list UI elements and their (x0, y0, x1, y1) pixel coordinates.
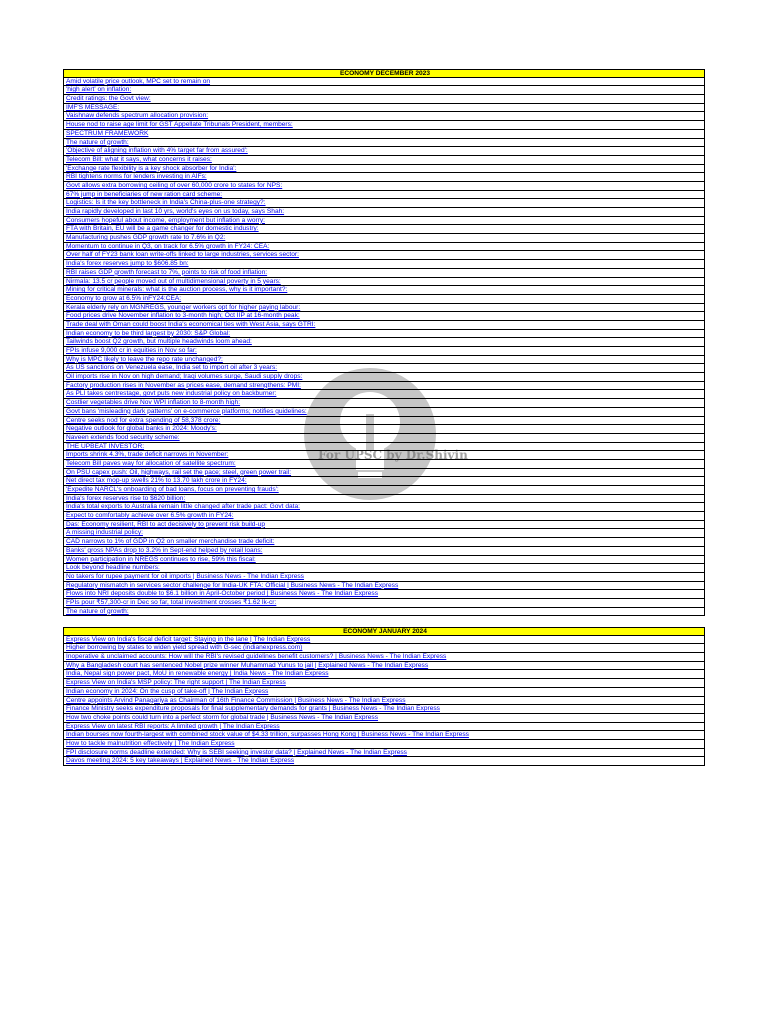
article-link[interactable]: Oil imports rise in Nov on high demand; Iraqi volumes surge, Saudi supply drops: (66, 373, 303, 381)
table-row (63, 112, 705, 121)
article-link[interactable]: 'high alert' on inflation: (66, 86, 132, 94)
article-link[interactable]: Kerala elderly rely on MGNREGS, younger workers opt for higher paying labour: (66, 303, 301, 311)
table-row (63, 688, 705, 697)
article-link[interactable]: House nod to raise age limit for GST Appellate Tribunals President, members: (66, 121, 293, 129)
table-row (63, 670, 705, 679)
article-link[interactable]: Nirmala: 13.5 cr people moved out of multidimensional poverty in 5 years: (66, 277, 281, 285)
article-link[interactable]: Credit ratings: the Govt view: (66, 95, 151, 103)
table-row (63, 199, 705, 208)
table-row (63, 347, 705, 356)
table-row (63, 86, 705, 95)
article-link[interactable]: Negative outlook for global banks in 2024: Moody's: (66, 425, 217, 433)
table-row (63, 662, 705, 671)
article-link[interactable]: Costlier vegetables drive Nov WPI inflation to 8-month high: (66, 399, 241, 407)
watermark-text: For UPSC by Dr.Shivin (318, 448, 468, 462)
table-row (63, 495, 705, 504)
table-row (63, 408, 705, 417)
table-row (63, 295, 705, 304)
article-link[interactable]: 'Objective of aligning inflation with 4% target far from assured': (66, 147, 248, 155)
article-link[interactable]: FTA with Britain, EU will be a game changer for domestic industry: (66, 225, 259, 233)
table-row (63, 564, 705, 573)
table-row (63, 679, 705, 688)
article-link[interactable]: Govt allows extra borrowing ceiling of over 60,000 crore to states for NPS: (66, 181, 283, 189)
table-row (63, 653, 705, 662)
table-row (63, 147, 705, 156)
article-link[interactable]: India's total exports to Australia remain little changed after trade pact: Govt data: (66, 503, 301, 511)
section-header: ECONOMY JANUARY 2024 (63, 627, 705, 636)
table-row (63, 556, 705, 565)
table-row (63, 425, 705, 434)
table-row (63, 608, 705, 617)
table-row (63, 95, 705, 104)
article-link[interactable]: Why is MPC likely to leave the repo rate unchanged?: (66, 355, 223, 363)
article-link[interactable]: Telecom Bill: what it says, what concerns it raises: (66, 155, 212, 163)
spreadsheet (63, 69, 705, 766)
table-row (63, 225, 705, 234)
table-row (63, 547, 705, 556)
table-row (63, 599, 705, 608)
table-row (63, 286, 705, 295)
table-row (63, 173, 705, 182)
table-row (63, 757, 705, 766)
article-link[interactable]: Finance Ministry seeks expenditure proposals for final supplementary demands for grants | Business News - The Indian Express (66, 705, 440, 713)
table-row (63, 538, 705, 547)
article-link[interactable]: A missing industrial policy: (66, 529, 143, 537)
article-link[interactable]: Momentum to continue in Q3, on track for 6.5% growth in FY24: CEA: (66, 242, 270, 250)
article-link[interactable]: India's forex reserves rise to $620 billion: (66, 494, 186, 502)
article-link[interactable]: FPI disclosure norms deadline extended: Why is SEBI seeking investor data? | Explained News - The Indian Express (66, 748, 407, 756)
table-row (63, 312, 705, 321)
article-link[interactable]: CAD narrows to 1% of GDP in Q2 on smaller merchandise trade deficit: (66, 538, 275, 546)
table-row (63, 278, 705, 287)
table-row (63, 104, 705, 113)
article-link[interactable]: As US sanctions on Venezuela ease, India set to import oil after 3 years: (66, 364, 278, 372)
article-link[interactable]: 'Expedite NARCL's onboarding of bad loans, focus on preventing frauds': (66, 486, 279, 493)
table-row (63, 260, 705, 269)
article-link[interactable]: Consumers hopeful about income, employment but inflation a worry: (66, 216, 266, 224)
article-link[interactable]: IMF'S MESSAGE: (66, 103, 120, 111)
table-row (63, 234, 705, 243)
article-link[interactable]: Imports shrink 4.3%, trade deficit narrows in November: (66, 451, 229, 459)
article-link[interactable]: THE UPBEAT INVESTOR: (66, 442, 145, 450)
table-row (63, 582, 705, 591)
table-row (63, 182, 705, 191)
article-link[interactable]: Express View on India's fiscal deficit target: Staying in the lane | The Indian Express (66, 635, 311, 643)
article-link[interactable]: Women participation in NREGS continues to rise, 59% this fiscal: (66, 555, 256, 563)
table-row (63, 443, 705, 452)
article-link[interactable]: Centre appoints Arvind Panagariya as Chairman of 16th Finance Commission | Business News - The Indian Express (66, 696, 406, 704)
table-row (63, 477, 705, 486)
table-row (63, 191, 705, 200)
article-link[interactable]: Das: Economy resilient, RBI to act decisively to prevent risk build-up (66, 520, 265, 528)
table-row (63, 356, 705, 365)
table-row (63, 521, 705, 530)
table-row (63, 451, 705, 460)
table-row (63, 469, 705, 478)
article-link[interactable]: Expect to comfortably achieve over 6.5% growth in FY24: (66, 512, 234, 520)
table-row (63, 156, 705, 165)
article-link[interactable]: How two choke points could turn into a perfect storm for global trade | Business News - The Indian Express (66, 713, 379, 721)
table-row (63, 486, 705, 495)
article-link[interactable]: Banks' gross NPAs drop to 3.2% in Sept-end helped by retail loans: (66, 546, 263, 554)
table-row (63, 321, 705, 330)
table-row (63, 644, 705, 653)
table-row (63, 304, 705, 313)
table-row (63, 503, 705, 512)
table-row (63, 460, 705, 469)
table-row (63, 590, 705, 599)
article-link[interactable]: Inoperative & unclaimed accounts: How will the RBI's revised guidelines benefit customers? | Business News - The Indian Express (66, 653, 447, 661)
section-header: ECONOMY DECEMBER 2023 (63, 69, 705, 78)
table-row (63, 399, 705, 408)
article-link[interactable]: Tailwinds boost Q2 growth, but multiple headwinds loom ahead: (66, 338, 252, 346)
article-link[interactable]: Flows into NRI deposits double to $6.1 billion in April-October period | Business News - The Indian Express (66, 590, 379, 598)
article-link[interactable]: India rapidly developed in last 10 yrs, world's eyes on us today, says Shah: (66, 208, 285, 215)
article-link[interactable]: Express View on India's MSP policy: The right support | The Indian Express (66, 679, 286, 687)
article-link[interactable]: Why a Bangladesh court has sentenced Nobel prize winner Muhammad Yunus to jail | Explained News - The Indian Express (66, 661, 429, 669)
article-link[interactable]: Trade deal with Oman could boost India's economical ties with West Asia, says GTRI: (66, 320, 316, 328)
article-link[interactable]: On PSU capex push: Oil, highways, rail set the pace; steel, green power trail: (66, 468, 292, 476)
table-row (63, 130, 705, 139)
table-row (63, 512, 705, 521)
article-link[interactable]: Manufacturing pushes GDP growth rate to 7.6% in Q2: (66, 234, 226, 242)
article-link[interactable]: RBI tightens norms for lenders investing in AIFs: (66, 173, 207, 181)
blank-row (63, 616, 705, 625)
article-link[interactable]: 'Exchange rate flexibility is a key shock absorber for India': (66, 164, 237, 172)
article-link[interactable]: Indian economy to be third largest by 2030: S&P Global: (66, 329, 231, 337)
article-link[interactable]: RBI raises GDP growth forecast to 7%, points to risk of food inflation: (66, 268, 268, 276)
table-row (63, 749, 705, 758)
article-link[interactable]: Look beyond headline numbers: (66, 564, 160, 572)
article-link[interactable]: Factory production rises in November as prices ease, demand strengthens: PMI: (66, 381, 301, 389)
article-link[interactable]: 67% jump in beneficiaries of new ration card scheme: (66, 190, 223, 198)
table-row (63, 364, 705, 373)
table-row (63, 636, 705, 645)
table-row (63, 165, 705, 174)
article-link[interactable]: Govt bans 'misleading dark patterns' on e-commerce platforms; notifies guidelines: (66, 407, 307, 415)
article-link[interactable]: How to tackle malnutrition effectively | The Indian Express (66, 739, 235, 747)
article-link[interactable]: Naveen extends food security scheme: (66, 433, 180, 441)
table-row (63, 697, 705, 706)
article-link[interactable]: FPIs pour ₹57,300-cr in Dec so far, total investment crosses ₹1.62 lk-cr: (66, 598, 277, 606)
article-link[interactable]: Regulatory mismatch in services sector challenge for India-UK FTA: Official | Business News - The Indian Express (66, 581, 399, 589)
table-row (63, 740, 705, 749)
table-row (63, 714, 705, 723)
table-row (63, 330, 705, 339)
article-link[interactable]: Vaishnaw defends spectrum allocation provision: (66, 112, 209, 120)
article-link[interactable]: Over half of FY23 bank loan write-offs linked to large industries, services sector: (66, 251, 299, 259)
article-link[interactable]: Indian economy in 2024: On the cusp of take-off | The Indian Express (66, 687, 269, 695)
article-link[interactable]: Indian bourses now fourth-largest with combined stock value of $4.33 trillion, surpasses Hong Kong | Business News - The Indian Express (66, 731, 469, 739)
article-link[interactable]: Telecom Bill paves way for allocation of satellite spectrum: (66, 459, 236, 467)
article-link[interactable]: Mining for critical minerals: what is the auction process, why is it important?: (66, 286, 288, 294)
article-link[interactable]: Net direct tax mop-up swells 21% to 13.70 lakh crore in FY24: (66, 477, 247, 485)
table-row (63, 208, 705, 217)
table-row (63, 373, 705, 382)
table-row (63, 390, 705, 399)
article-link[interactable]: Amid volatile price outlook, MPC set to remain on (66, 77, 211, 85)
article-link[interactable]: No takers for rupee payment for oil imports | Business News - The Indian Express (66, 572, 304, 580)
table-row (63, 121, 705, 130)
article-link[interactable]: FPIs infuse 9,000 cr in equities in Nov so far: (66, 347, 197, 354)
table-row (63, 251, 705, 260)
article-link[interactable]: India, Nepal sign power pact, MoU in renewable energy | India News - The Indian Express (66, 670, 329, 678)
table-row (63, 78, 705, 87)
table-row (63, 731, 705, 740)
table-row (63, 705, 705, 714)
table-row (63, 217, 705, 226)
article-link[interactable]: The nature of growth: (66, 138, 129, 146)
article-link[interactable]: SPECTRUM FRAMEWORK (66, 129, 149, 137)
table-row (63, 573, 705, 582)
article-link[interactable]: Higher borrowing by states to widen yield spread with G-sec (indianexpress.com) (66, 644, 303, 652)
table-row (63, 139, 705, 148)
table-row (63, 723, 705, 732)
article-link[interactable]: Logistics: Is it the key bottleneck in India's China-plus-one strategy?: (66, 199, 266, 207)
article-link[interactable]: Davos meeting 2024: 5 key takeaways | Explained News - The Indian Express (66, 757, 295, 765)
article-link[interactable]: Centre seeks nod for extra spending of 58,378 crore: (66, 416, 221, 424)
table-row (63, 434, 705, 443)
article-link[interactable]: Express View on latest RBI reports: A limited growth | The Indian Express (66, 722, 280, 730)
article-link[interactable]: India's forex reserves jump to $606.85 bn: (66, 260, 189, 268)
table-row (63, 382, 705, 391)
table-row (63, 269, 705, 278)
article-link[interactable]: Economy to grow at 6.5% inFY24:CEA: (66, 294, 182, 302)
table-row (63, 243, 705, 252)
article-link[interactable]: The nature of growth: (66, 607, 129, 615)
table-row (63, 338, 705, 347)
article-link[interactable]: As PLI takes centrestage, govt puts new industrial policy on backburner: (66, 390, 277, 398)
table-row (63, 417, 705, 426)
table-row (63, 529, 705, 538)
article-link[interactable]: Food prices drive November inflation to 3-month high; Oct IIP at 16-month peak: (66, 312, 300, 320)
